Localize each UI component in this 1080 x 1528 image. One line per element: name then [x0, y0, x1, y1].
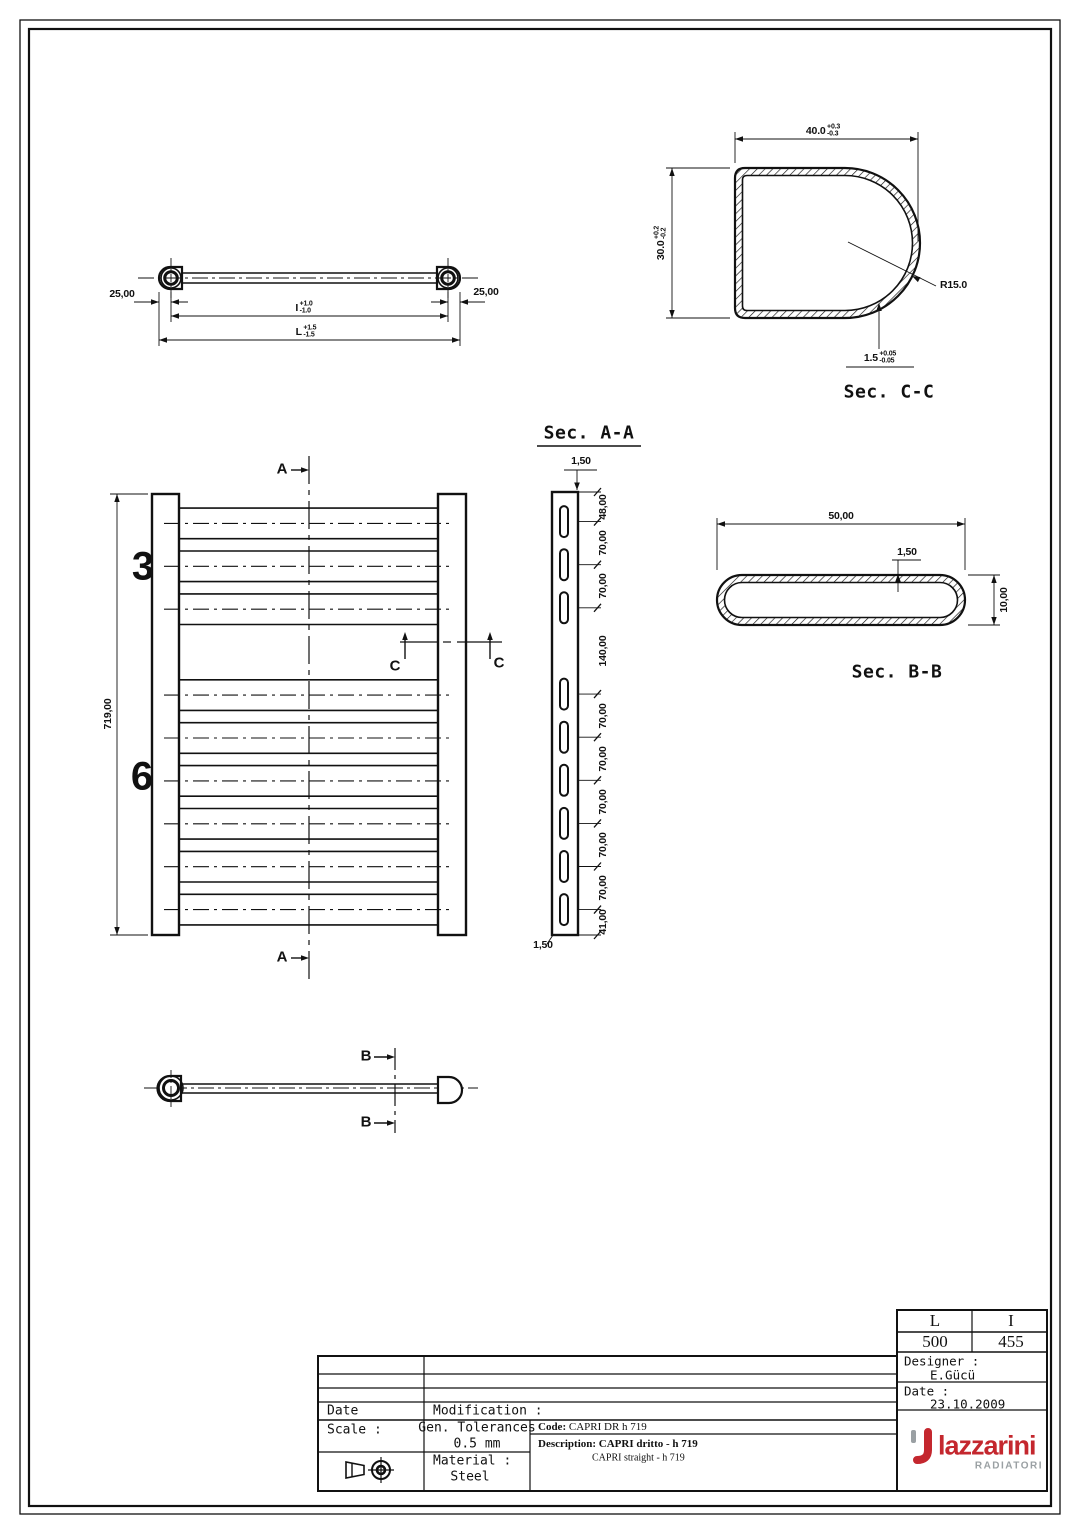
tolerance-stack: +1.5 -1.5: [303, 324, 317, 338]
tolerance-stack: +1.0 -1.0: [299, 300, 313, 314]
titleblock-scale-label: Scale :: [327, 1422, 382, 1438]
dim-chain-4: 70,00: [597, 703, 609, 729]
dim-axis-distance: I +1.0 -1.0: [295, 300, 313, 314]
description-label: Description:: [538, 1438, 597, 1450]
titleblock-material-value: Steel: [450, 1469, 490, 1485]
date-label: Date :: [904, 1383, 950, 1399]
li-table-header-l: L: [929, 1311, 941, 1330]
dim-chain-1: 70,00: [597, 530, 609, 556]
dim-chain-9: 41,00: [597, 909, 609, 935]
projection-symbol-icon: [346, 1457, 394, 1483]
section-title-aa: Sec. A-A: [543, 422, 635, 444]
titleblock-description-row2: CAPRI straight - h 719: [592, 1452, 685, 1464]
designer-label: Designer :: [904, 1353, 980, 1369]
dim-chain-0: 48,00: [597, 494, 609, 520]
date-value: 23.10.2009: [930, 1396, 1006, 1412]
cut-marker-b-top: B: [360, 1047, 372, 1065]
description-value: CAPRI dritto - h 719: [598, 1438, 698, 1450]
li-table-header-i: I: [1008, 1311, 1014, 1330]
front-view-linework: [110, 456, 502, 985]
logo-subtitle: RADIATORI: [974, 1460, 1043, 1472]
dim-section-width: 40.0 +0.3 -0.3: [805, 123, 841, 137]
cut-marker-c-left: C: [389, 657, 401, 675]
sec-bb-linework: [717, 518, 1000, 625]
cut-marker-a-bottom: A: [276, 948, 288, 966]
tolerance-stack: +0.05 -0.05: [879, 350, 897, 364]
dim-left-end: 25,00: [109, 288, 135, 300]
dim-wall-top: 1,50: [571, 455, 591, 467]
section-title-bb: Sec. B-B: [851, 661, 943, 683]
dim-radius: R15.0: [940, 279, 968, 291]
tube-count-top: 3: [131, 544, 155, 589]
code-label: Code:: [538, 1421, 567, 1433]
cut-marker-b-bottom: B: [360, 1113, 372, 1131]
dim-chain-6: 70,00: [597, 789, 609, 815]
bottom-view-linework: [144, 1048, 478, 1133]
tube-count-bottom: 6: [130, 754, 154, 799]
designer-value: E.Gücü: [930, 1367, 976, 1383]
dim-chain-2: 70,00: [597, 573, 609, 599]
code-value: CAPRI DR h 719: [568, 1421, 647, 1433]
dim-chain-8: 70,00: [597, 875, 609, 901]
tolerance-stack: +0.3 -0.3: [827, 123, 841, 137]
dim-chain-7: 70,00: [597, 832, 609, 858]
dim-right-end: 25,00: [473, 286, 499, 298]
cut-marker-a-top: A: [276, 460, 288, 478]
sec-cc-linework: [666, 132, 936, 367]
sec-aa-linework: [537, 446, 641, 944]
titleblock-modification-header: Modification :: [433, 1403, 543, 1419]
logo-mark-icon: [911, 1430, 928, 1460]
dim-chain-5: 70,00: [597, 746, 609, 772]
dim-wall-thickness: 1.5 +0.05 -0.05: [863, 350, 897, 364]
li-table-value-i: 455: [998, 1332, 1024, 1351]
dim-oval-width: 50,00: [828, 510, 854, 522]
logo-wordmark: lazzarini: [938, 1430, 1036, 1461]
cut-marker-c-right: C: [493, 654, 505, 672]
li-table-value-l: 500: [922, 1332, 948, 1351]
dim-oval-wall: 1,50: [897, 546, 917, 558]
section-title-cc: Sec. C-C: [843, 381, 935, 403]
titleblock-description-row: [538, 1438, 698, 1450]
dim-total-height: 719,00: [102, 698, 114, 730]
titleblock-code-row: [538, 1421, 647, 1433]
dim-section-height: 30.0 +0.2 -0.2: [653, 225, 667, 261]
tolerance-stack: +0.2 -0.2: [653, 225, 667, 239]
titleblock-tolerances-line2: 0.5 mm: [453, 1436, 501, 1452]
dim-wall-bottom: 1,50: [533, 939, 553, 951]
dim-overall-length: L +1.5 -1.5: [295, 324, 317, 338]
dim-oval-height: 10,00: [998, 587, 1010, 613]
titleblock-tolerances-line1: Gen. Tolerances: [418, 1420, 536, 1436]
dim-chain-3: 140,00: [597, 635, 609, 667]
titleblock-date-header: Date: [327, 1403, 359, 1419]
titleblock-material-label: Material :: [433, 1453, 512, 1469]
